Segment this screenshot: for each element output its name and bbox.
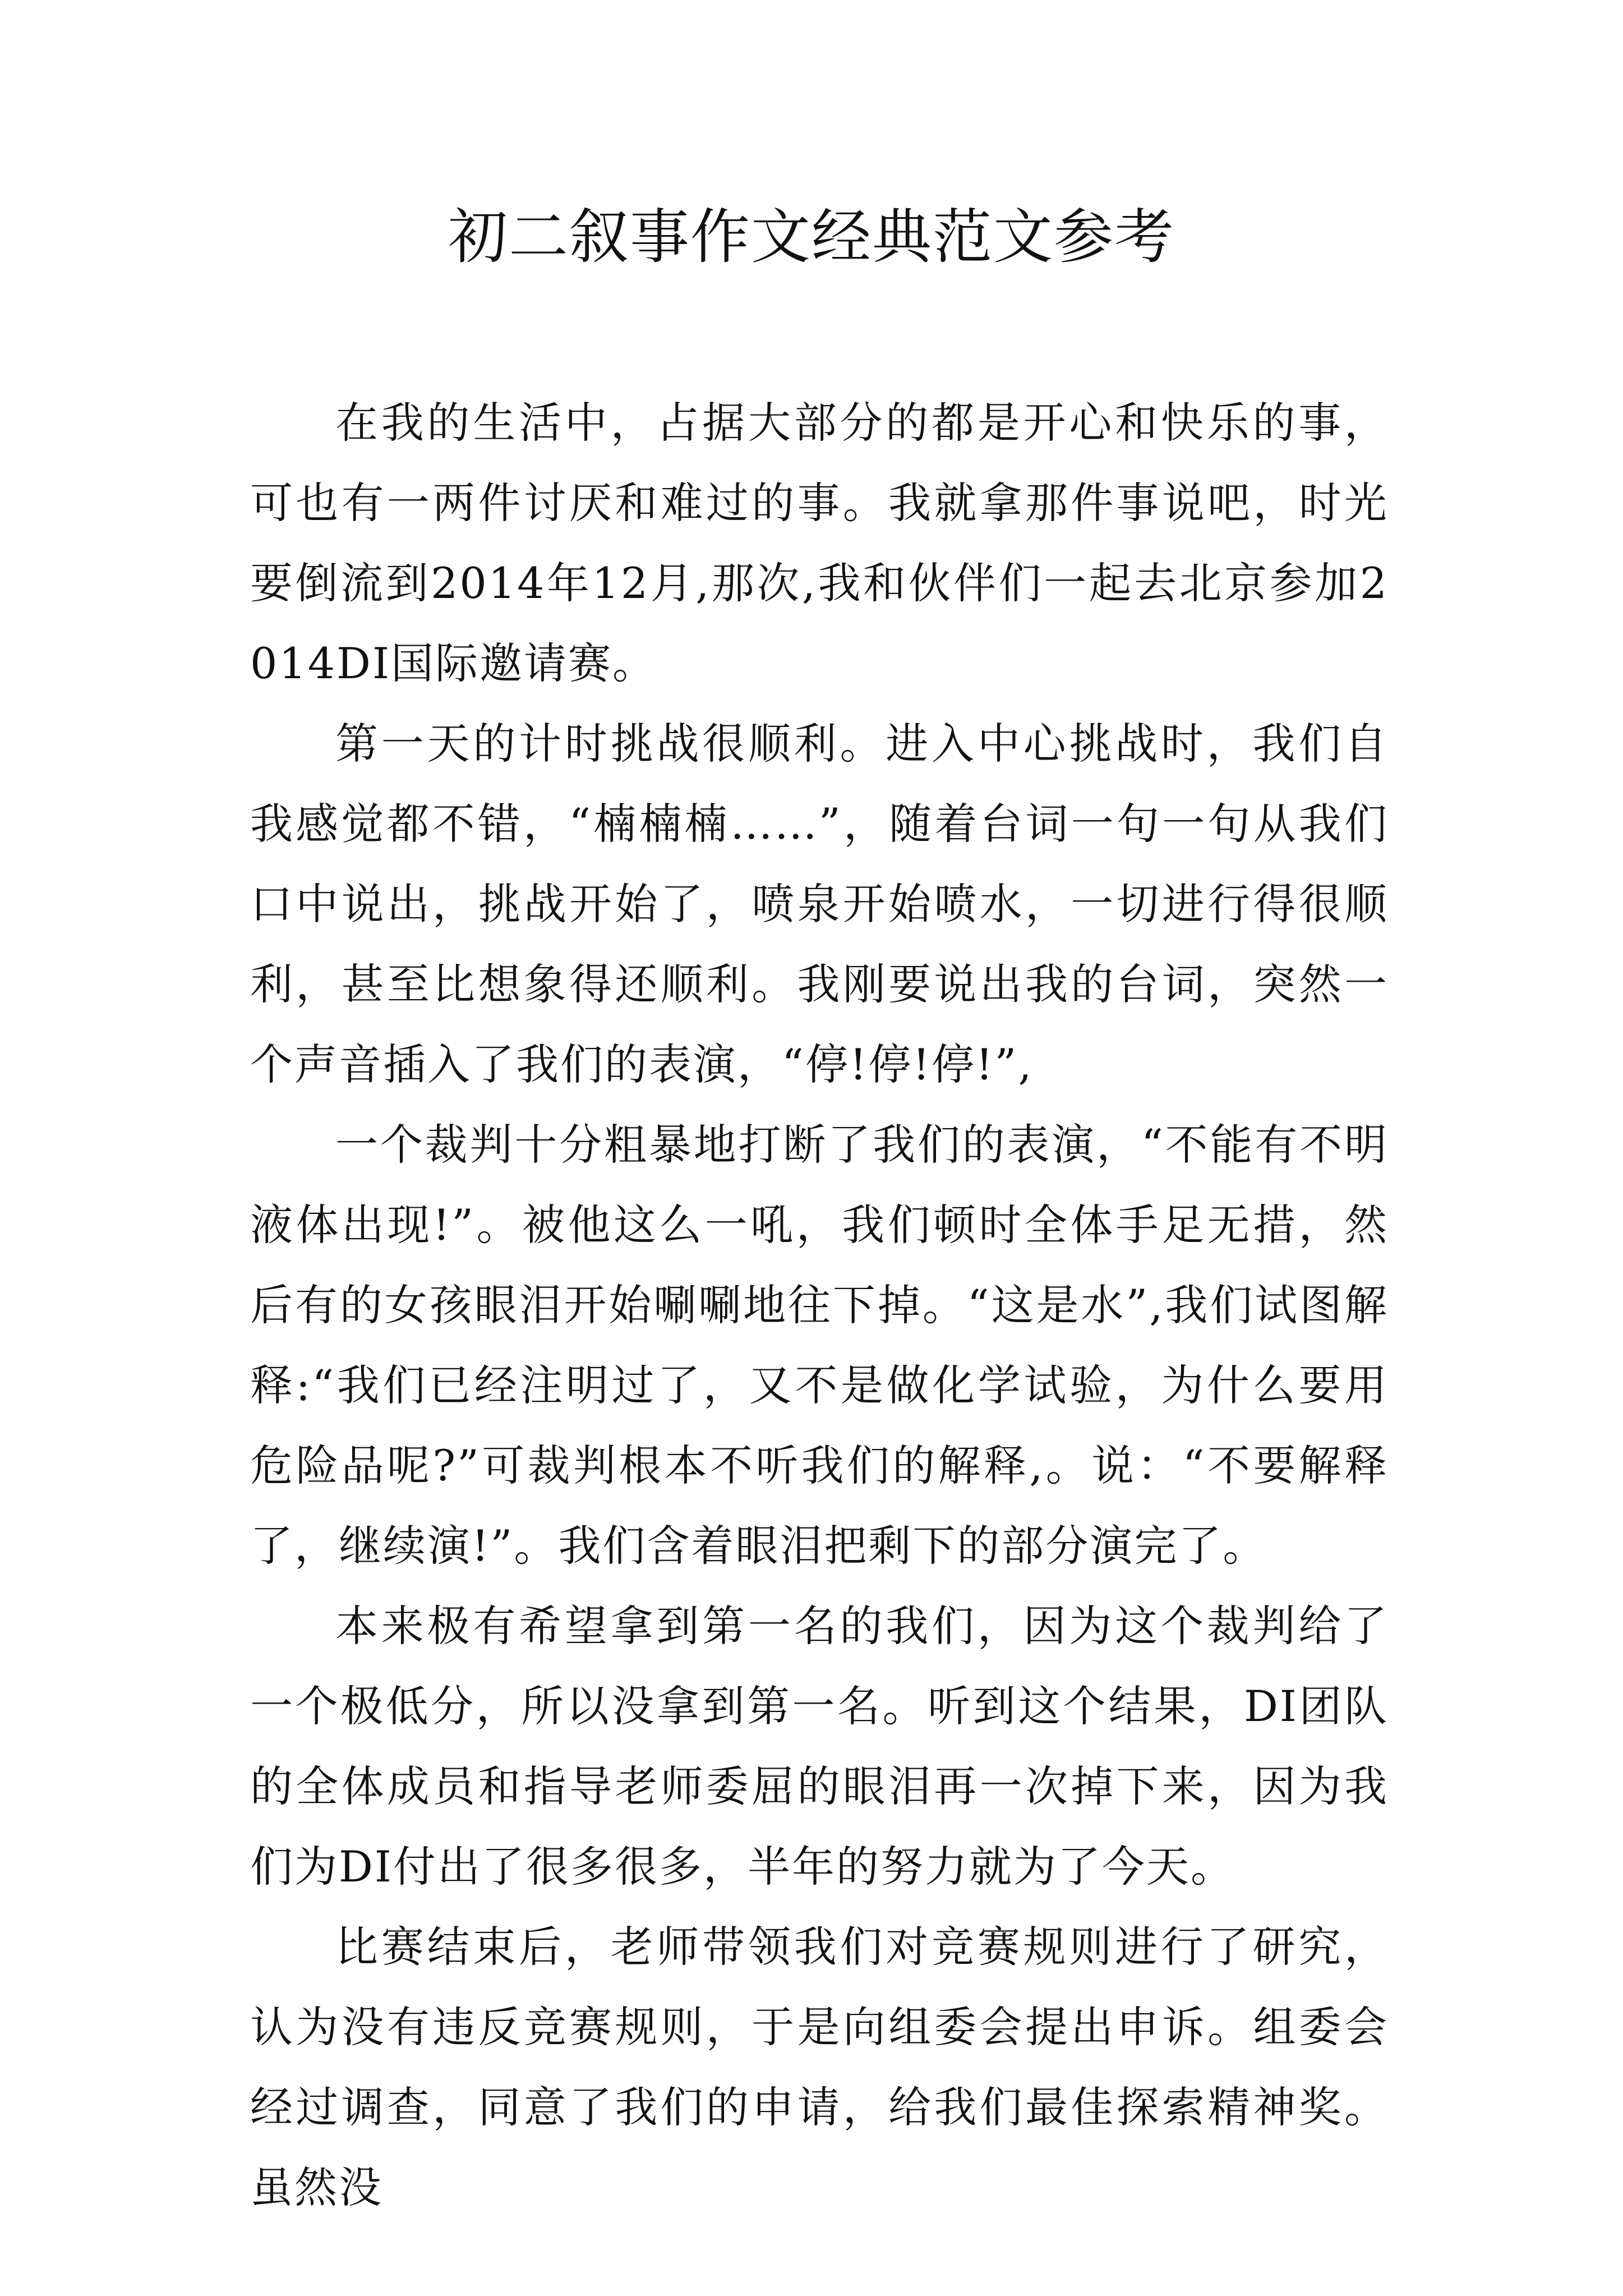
paragraph-5: 比赛结束后，老师带领我们对竞赛规则进行了研究，认为没有违反竞赛规则，于是向组委会提出申诉。组委会经过调查，同意了我们的申请，给我们最佳探索精神奖。虽然没 <box>250 1922 1389 2212</box>
paragraph-4: 本来极有希望拿到第一名的我们，因为这个裁判给了一个极低分，所以没拿到第一名。听到这个结果，DI团队的全体成员和指导老师委屈的眼泪再一次掉下来，因为我们为DI付出了很多很多，半年的努力就为了今天。 <box>250 1601 1389 1892</box>
paragraph-3: 一个裁判十分粗暴地打断了我们的表演，“不能有不明液体出现!”。被他这么一吼，我们顿时全体手足无措，然后有的女孩眼泪开始唰唰地往下掉。“这是水”,我们试图解释:“我们已经注明过了，又不是做化学试验，为什么要用危险品呢?”可裁判根本不听我们的解释,。说：“不要解释了，继续演!”。我们含着眼泪把剩下的部分演完了。 <box>250 1120 1389 1571</box>
paragraph-2: 第一天的计时挑战很顺利。进入中心挑战时，我们自我感觉都不错，“楠楠楠……”，随着台词一句一句从我们口中说出，挑战开始了，喷泉开始喷水，一切进行得很顺利，甚至比想象得还顺利。我刚要说出我的台词，突然一个声音插入了我们的表演，“停!停!停!”, <box>250 719 1389 1089</box>
document-title: 初二叙事作文经典范文参考 <box>448 203 1175 272</box>
paragraph-1: 在我的生活中，占据大部分的都是开心和快乐的事，可也有一两件讨厌和难过的事。我就拿那件事说吧，时光要倒流到2014年12月,那次,我和伙伴们一起去北京参加2014DI国际邀请赛。 <box>250 398 1389 688</box>
document-body <box>250 383 1389 2228</box>
